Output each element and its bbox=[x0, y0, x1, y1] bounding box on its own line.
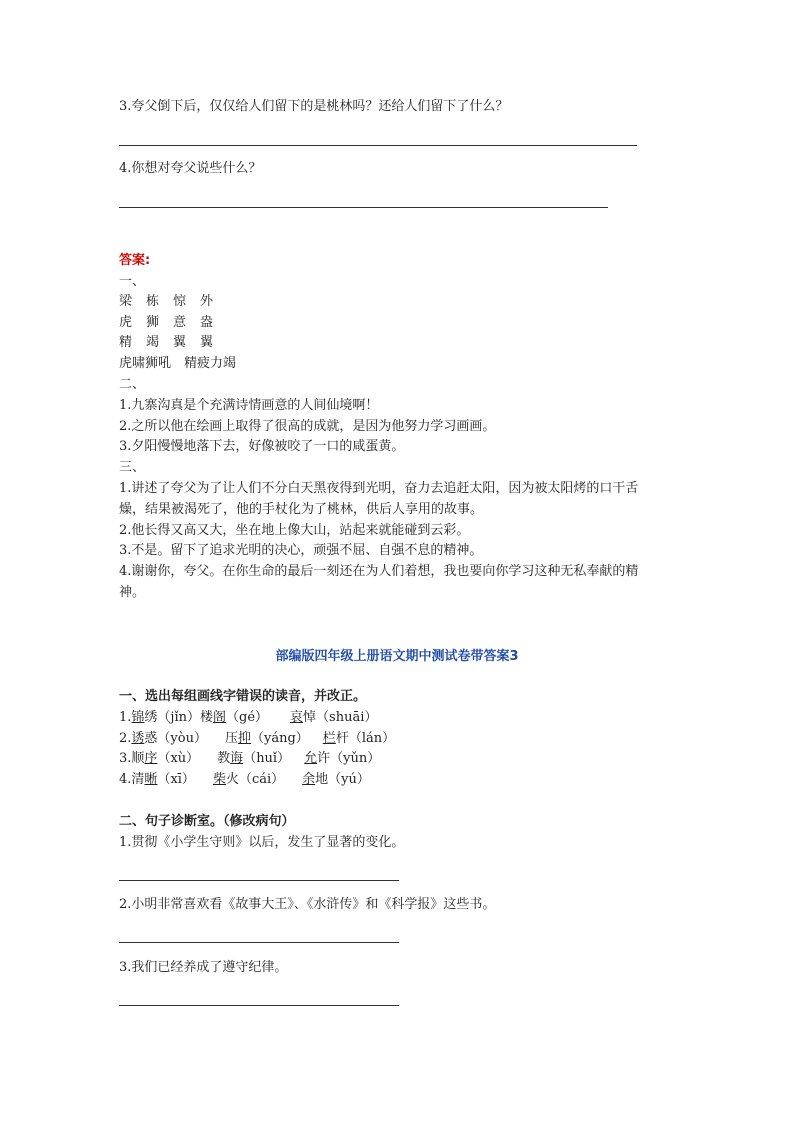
word-c-suffix: 杆（lán） bbox=[335, 731, 396, 746]
answers-sec2-item-3: 3.夕阳慢慢地落下去，好像被咬了一口的咸蛋黄。 bbox=[119, 439, 405, 454]
answers-sec3-item-1-line-2: 燥，结果被渴死了，他的手杖化为了桃林，供后人享用的故事。 bbox=[119, 502, 484, 517]
answers-sec3-label: 三、 bbox=[119, 460, 146, 475]
char: 梁 bbox=[119, 294, 133, 309]
answers-sec3-item-2: 2.他长得又高又大，坐在地上像大山，站起来就能碰到云彩。 bbox=[119, 523, 470, 538]
word-a-underlined: 诱 bbox=[131, 731, 145, 746]
part2-item-2: 2.小明非常喜欢看《故事大王》、《水浒传》和《科学报》这些书。 bbox=[119, 897, 496, 912]
item-number: 4. bbox=[119, 772, 132, 787]
answers-sec2-item-2: 2.之所以他在绘画上取得了很高的成就，是因为他努力学习画画。 bbox=[119, 419, 496, 434]
word-a-prefix: 清 bbox=[131, 772, 145, 787]
word-c-underlined: 栏 bbox=[322, 731, 336, 746]
char: 竭 bbox=[146, 335, 160, 350]
answer-blank-q3[interactable] bbox=[119, 145, 637, 146]
char: 翼 bbox=[173, 335, 187, 350]
part1-row-3 bbox=[119, 750, 380, 768]
char: 栋 bbox=[146, 294, 160, 309]
word-b-underlined: 阁 bbox=[213, 710, 227, 725]
char: 意 bbox=[173, 315, 187, 330]
word-a-suffix: （xù） bbox=[157, 751, 200, 766]
answers-sec1-label: 一、 bbox=[119, 274, 146, 289]
answers-sec3-item-4-line-2: 神。 bbox=[119, 585, 146, 600]
item-number: 3. bbox=[119, 751, 132, 766]
word-a-suffix: 绣（jǐn） bbox=[144, 710, 200, 725]
part1-row-2 bbox=[119, 730, 395, 748]
word-c-underlined: 允 bbox=[304, 751, 318, 766]
char: 精 bbox=[119, 335, 133, 350]
word-b-underlined: 抑 bbox=[237, 731, 251, 746]
word-b-prefix: 教 bbox=[217, 751, 231, 766]
char: 盎 bbox=[200, 315, 214, 330]
char: 外 bbox=[200, 294, 214, 309]
word-b-prefix: 楼 bbox=[199, 710, 213, 725]
word-b-suffix: （gé） bbox=[226, 710, 269, 725]
char: 翼 bbox=[200, 335, 214, 350]
word-a-underlined: 序 bbox=[144, 751, 158, 766]
answers-sec1-row-1 bbox=[119, 293, 227, 311]
word-c-suffix: 许（yǔn） bbox=[317, 751, 381, 766]
char: 惊 bbox=[173, 294, 187, 309]
part2-item-3: 3.我们已经养成了遵守纪律。 bbox=[119, 960, 288, 975]
word-a-underlined: 锦 bbox=[131, 710, 145, 725]
word-b-underlined: 诲 bbox=[230, 751, 244, 766]
word-c-underlined: 哀 bbox=[290, 710, 304, 725]
answers-sec3-item-1-line-1: 1.讲述了夸父为了让人们不分白天黑夜得到光明，奋力去追赶太阳，因为被太阳烤的口干舌 bbox=[119, 481, 639, 496]
word-b-suffix: （yáng） bbox=[251, 731, 309, 746]
part2-item-1: 1.贯彻《小学生守则》以后，发生了显著的变化。 bbox=[119, 835, 405, 850]
word-a-suffix: （xī） bbox=[157, 772, 195, 787]
word-a-underlined: 晰 bbox=[144, 772, 158, 787]
answers-sec2-item-1: 1.九寨沟真是个充满诗情画意的人间仙境啊！ bbox=[119, 398, 379, 413]
char: 狮 bbox=[146, 315, 160, 330]
answers-sec3-item-4-line-1: 4.谢谢你，夸父。在你生命的最后一刻还在为人们着想，我也要向你学习这种无私奉献的精 bbox=[119, 564, 639, 579]
answers-sec3-item-3: 3.不是。留下了追求光明的决心，顽强不屈、自强不息的精神。 bbox=[119, 543, 483, 558]
item-number: 2. bbox=[119, 731, 132, 746]
word-a-prefix: 顺 bbox=[131, 751, 145, 766]
word-c-suffix: 地（yú） bbox=[315, 772, 370, 787]
part1-row-1 bbox=[119, 709, 377, 727]
question-3: 3.夸父倒下后，仅仅给人们留下的是桃林吗？还给人们留下了什么？ bbox=[119, 99, 509, 114]
answer-blank-part2-3[interactable] bbox=[119, 1005, 399, 1006]
word-a-suffix: 惑（yòu） bbox=[144, 731, 207, 746]
answers-heading: 答案: bbox=[119, 253, 151, 268]
answer-blank-part2-2[interactable] bbox=[119, 942, 399, 943]
answers-sec1-row-3 bbox=[119, 334, 227, 352]
answer-blank-q4[interactable] bbox=[119, 207, 608, 208]
answers-sec2-label: 二、 bbox=[119, 377, 146, 392]
answers-sec1-row-2 bbox=[119, 314, 227, 332]
part2-heading: 二、句子诊断室。（修改病句） bbox=[119, 814, 295, 829]
word-c-suffix: 悼（shuāi） bbox=[303, 710, 378, 725]
question-4: 4.你想对夸父说些什么？ bbox=[119, 161, 262, 176]
part1-row-4 bbox=[119, 771, 370, 789]
part1-heading: 一、选出每组画线字错误的读音，并改正。 bbox=[119, 689, 367, 704]
word-b-suffix: （huǐ） bbox=[243, 751, 291, 766]
char: 虎 bbox=[119, 315, 133, 330]
word-b-prefix: 压 bbox=[224, 731, 238, 746]
answers-sec1-idioms: 虎啸狮吼 精疲力竭 bbox=[119, 356, 237, 371]
word-b-underlined: 柴 bbox=[212, 772, 226, 787]
word-c-underlined: 余 bbox=[302, 772, 316, 787]
answer-blank-part2-1[interactable] bbox=[119, 880, 399, 881]
word-b-suffix: 火（cái） bbox=[225, 772, 285, 787]
item-number: 1. bbox=[119, 710, 132, 725]
test-title: 部编版四年级上册语文期中测试卷带答案3 bbox=[275, 649, 519, 664]
